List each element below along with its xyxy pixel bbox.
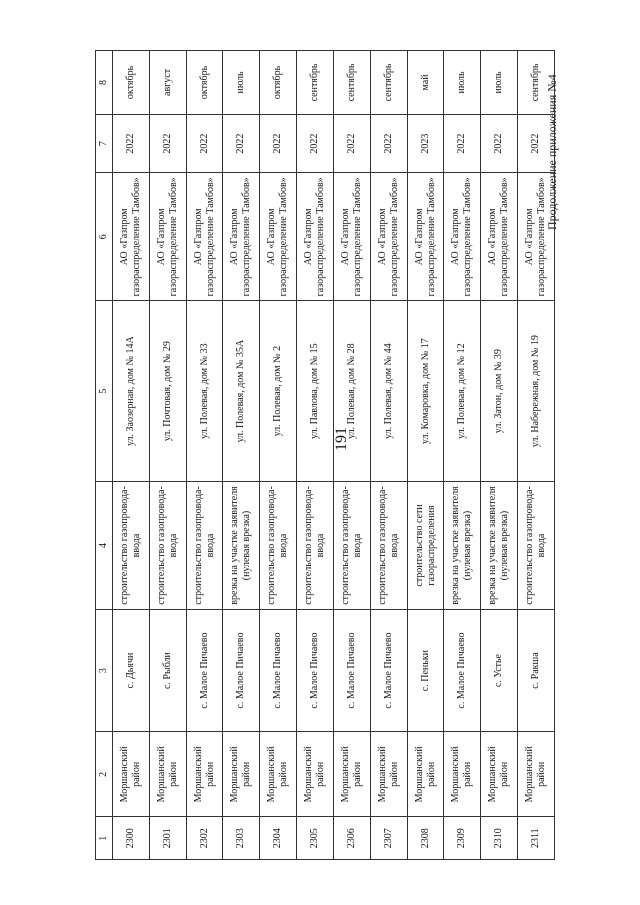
table-row: [260, 51, 297, 860]
table-cell: 2022: [481, 114, 518, 173]
table-cell: Моршанский район: [186, 732, 223, 817]
table-cell: ул. Полевая, дом № 28: [333, 301, 370, 482]
table-cell: строительство газопровода-ввода: [370, 482, 407, 610]
table-cell: Моршанский район: [297, 732, 334, 817]
table-row: [149, 51, 186, 860]
table-cell: июль: [223, 51, 260, 115]
table-cell: АО «Газпром газораспределение Тамбов»: [149, 173, 186, 301]
header-cell: 5: [96, 301, 113, 482]
table-cell: ул. Затон, дом № 39: [481, 301, 518, 482]
table-cell: 2310: [481, 817, 518, 860]
table-cell: ул. Комаровка, дом № 17: [407, 301, 444, 482]
table-cell: 2023: [407, 114, 444, 173]
table-cell: ул. Полевая, дом № 35А: [223, 301, 260, 482]
table-row: [186, 51, 223, 860]
table-cell: 2311: [518, 817, 555, 860]
table-cell: июль: [444, 51, 481, 115]
table-cell: 2306: [333, 817, 370, 860]
header-cell: 1: [96, 817, 113, 860]
table-cell: сентябрь: [518, 51, 555, 115]
table-cell: строительство газопровода-ввода: [333, 482, 370, 610]
header-cell: 6: [96, 173, 113, 301]
table-cell: ул. Полевая, дом № 44: [370, 301, 407, 482]
table-cell: 2022: [149, 114, 186, 173]
table-cell: 2301: [149, 817, 186, 860]
table-cell: АО «Газпром газораспределение Тамбов»: [481, 173, 518, 301]
table-cell: ул. Набережная, дом № 19: [518, 301, 555, 482]
table-cell: врезка на участке заявителя (нулевая врезка): [444, 482, 481, 610]
table-cell: АО «Газпром газораспределение Тамбов»: [186, 173, 223, 301]
table-cell: строительство газопровода-ввода: [149, 482, 186, 610]
page-number: 191: [333, 427, 350, 451]
table-cell: 2022: [444, 114, 481, 173]
table-cell: октябрь: [186, 51, 223, 115]
table-cell: строительство газопровода-ввода: [186, 482, 223, 610]
table-cell: 2022: [260, 114, 297, 173]
table-cell: Моршанский район: [149, 732, 186, 817]
table-cell: 2304: [260, 817, 297, 860]
table-cell: Моршанский район: [370, 732, 407, 817]
table-cell: АО «Газпром газораспределение Тамбов»: [260, 173, 297, 301]
table-cell: АО «Газпром газораспределение Тамбов»: [444, 173, 481, 301]
table-row: [333, 51, 370, 860]
table-cell: 2309: [444, 817, 481, 860]
table-cell: АО «Газпром газораспределение Тамбов»: [297, 173, 334, 301]
table-row: [481, 51, 518, 860]
table-row: [407, 51, 444, 860]
table-cell: 2022: [518, 114, 555, 173]
table-cell: АО «Газпром газораспределение Тамбов»: [223, 173, 260, 301]
table-cell: Моршанский район: [407, 732, 444, 817]
table-cell: 2022: [370, 114, 407, 173]
table-row: [297, 51, 334, 860]
table-cell: АО «Газпром газораспределение Тамбов»: [333, 173, 370, 301]
table-cell: сентябрь: [333, 51, 370, 115]
table-cell: июль: [481, 51, 518, 115]
table-row: [113, 51, 150, 860]
table-cell: 2022: [297, 114, 334, 173]
table-cell: 2302: [186, 817, 223, 860]
table-cell: с. Малое Пичаево: [370, 609, 407, 731]
table-row: [444, 51, 481, 860]
table-row: [223, 51, 260, 860]
gasification-table: [95, 50, 555, 860]
table-cell: Моршанский район: [518, 732, 555, 817]
table-cell: Моршанский район: [333, 732, 370, 817]
table-cell: строительство газопровода-ввода: [297, 482, 334, 610]
header-cell: 8: [96, 51, 113, 115]
table-cell: ул. Полевая, дом № 2: [260, 301, 297, 482]
table-row: [370, 51, 407, 860]
table-cell: сентябрь: [297, 51, 334, 115]
table-cell: 2022: [223, 114, 260, 173]
table-cell: строительство газопровода-ввода: [260, 482, 297, 610]
table-cell: ул. Павлова, дом № 15: [297, 301, 334, 482]
rotated-table-wrapper: [95, 50, 555, 860]
appendix-title: Продолжение приложения №4: [545, 74, 559, 230]
table-cell: сентябрь: [370, 51, 407, 115]
table-cell: 2303: [223, 817, 260, 860]
table-cell: 2022: [333, 114, 370, 173]
table-cell: с. Пеньки: [407, 609, 444, 731]
table-cell: АО «Газпром газораспределение Тамбов»: [407, 173, 444, 301]
table-cell: 2307: [370, 817, 407, 860]
table-cell: строительство газопровода-ввода: [113, 482, 150, 610]
table-cell: с. Малое Пичаево: [260, 609, 297, 731]
table-cell: АО «Газпром газораспределение Тамбов»: [113, 173, 150, 301]
header-cell: 4: [96, 482, 113, 610]
table-cell: ул. Полевая, дом № 12: [444, 301, 481, 482]
table-cell: ул. Почтовая, дом № 29: [149, 301, 186, 482]
table-cell: с. Устье: [481, 609, 518, 731]
table-cell: врезка на участке заявителя (нулевая врезка): [223, 482, 260, 610]
table-cell: Моршанский район: [223, 732, 260, 817]
table-cell: ул. Заозерная, дом № 14А: [113, 301, 150, 482]
table-cell: ул. Полевая, дом № 33: [186, 301, 223, 482]
table-cell: 2022: [113, 114, 150, 173]
table-cell: октябрь: [260, 51, 297, 115]
table-cell: Моршанский район: [113, 732, 150, 817]
table-cell: Моршанский район: [444, 732, 481, 817]
table-cell: май: [407, 51, 444, 115]
table-cell: Моршанский район: [481, 732, 518, 817]
table-cell: с. Малое Пичаево: [297, 609, 334, 731]
table-cell: с. Ракша: [518, 609, 555, 731]
table-cell: август: [149, 51, 186, 115]
header-cell: 7: [96, 114, 113, 173]
table-cell: 2300: [113, 817, 150, 860]
header-cell: 3: [96, 609, 113, 731]
table-cell: АО «Газпром газораспределение Тамбов»: [370, 173, 407, 301]
table-cell: врезка на участке заявителя (нулевая врезка): [481, 482, 518, 610]
table-cell: с. Малое Пичаево: [333, 609, 370, 731]
table-row: [518, 51, 555, 860]
table-cell: с. Малое Пичаево: [223, 609, 260, 731]
table-cell: с. Дьячи: [113, 609, 150, 731]
table-cell: 2022: [186, 114, 223, 173]
table-cell: с. Рыбли: [149, 609, 186, 731]
header-row: [96, 51, 113, 860]
table-cell: строительство сети газораспределения: [407, 482, 444, 610]
table-cell: 2308: [407, 817, 444, 860]
table-cell: строительство газопровода-ввода: [518, 482, 555, 610]
table-cell: октябрь: [113, 51, 150, 115]
table-cell: АО «Газпром газораспределение Тамбов»: [518, 173, 555, 301]
table-cell: 2305: [297, 817, 334, 860]
table-cell: Моршанский район: [260, 732, 297, 817]
header-cell: 2: [96, 732, 113, 817]
table-cell: с. Малое Пичаево: [444, 609, 481, 731]
table-cell: с. Малое Пичаево: [186, 609, 223, 731]
